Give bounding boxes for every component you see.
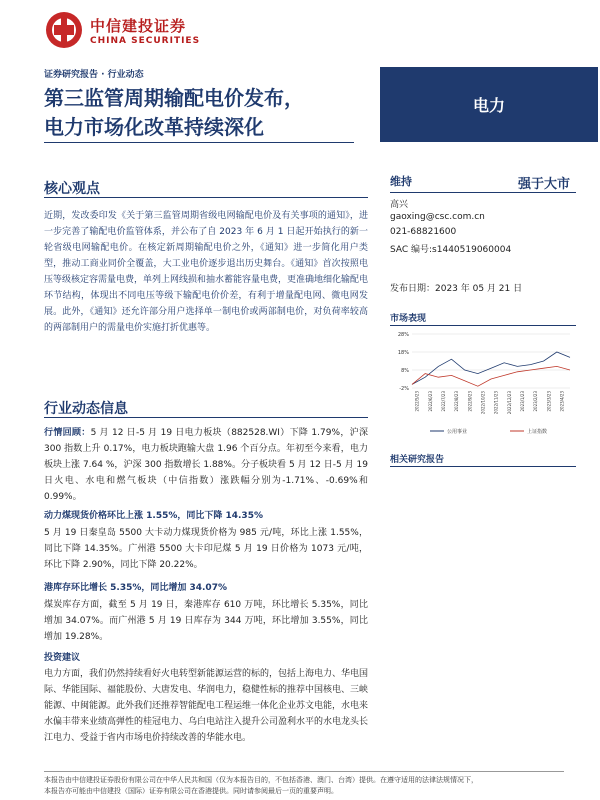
rating-row [390,173,570,192]
chart-x-tick-label: 2022/5/23 [414,391,420,412]
rating-divider [390,192,576,193]
chart-x-tick-label: 2022/10/23 [480,391,486,415]
company-logo [44,10,200,50]
chart-x-tick-label: 2023/2/23 [533,391,539,412]
disclaimer-footer [44,775,564,797]
china-securities-logo-icon [44,10,84,50]
chart-legend-label: 上证指数 [527,429,548,435]
market-review-text: 5 月 12 日-5 月 19 日电力板块（882528.WI）下降 1.79%，沪深 300 指数上升 0.17%，电力板块跑输大盘 1.96 个百分点。年初至今来看，电力板块上涨 7.64 %，沪深 300 指数增长 1.88%。分子板块看 5 月 12 日-5 月 19 日火电、水电和燃气板块（中信指数）涨跌幅分别为-1.71%、-0.69%和 0.99%。 [44,428,368,502]
chart-series-line [412,366,570,386]
investment-advice-paragraph: 电力方面，我们仍然持续看好火电转型新能源运营的标的，包括上海电力、华电国际、华能国际、福能股份、大唐发电、华润电力，稳健性标的推荐中国核电、三峡能源、中闽能源。此外我们还推荐智能配电工程运维一体化企业苏文电能，水电来水偏丰带来业绩高弹性的桂冠电力、乌白电站注入提升公司盈利水平的水电龙头长江电力、受益于省内市场电价持续改善的华能水电。 [44,669,369,743]
publish-date: 发布日期：2023 年 05 月 21 日 [390,284,523,294]
core-view-paragraph: 近期，发改委印发《关于第三监管周期省级电网输配电价及有关事项的通知》，进一步完善了输配电价监管体系，并公布了自 2023 年 6 月 1 日起开始执行的新一轮省级电网输配电价。在核定新周期输配电价之外，《通知》进一步简化用户类型，推动工商业同价全覆盖，大工业电价逐步退出历史舞台。《通知》首次按照电压等级核定容需量电费，单列上网线损和抽水蓄能容量电费，更准确地细化输配电环节结构，体现出不同电压等级下输配电价价差，有利于增量配电网、微电网发展。此外，《通知》还允许部分用户选择单一制电价或两部制电价，对负荷率较高的两部制用户的需量电价实施打折优惠等。 [44,211,369,333]
dynamics-heading: 行业动态信息 [44,401,128,417]
market-review-paragraph [44,425,368,505]
dynamics-divider [44,417,368,418]
core-view-divider [44,197,368,198]
report-type-label: 证券研究报告 · 行业动态 [44,70,144,80]
chart-x-tick-label: 2022/8/23 [454,391,460,412]
chart-x-tick-label: 2022/9/23 [467,391,473,412]
chart-y-tick-label: 18% [397,350,409,356]
chart-y-tick-label: 28% [397,332,409,338]
logo-text-en: CHINA SECURITIES [90,35,201,46]
coal-price-subheading: 动力煤现货价格环比上涨 1.55%，同比下降 14.35% [44,511,263,521]
chart-x-tick-label: 2022/6/23 [427,391,433,412]
chart-x-tick-label: 2022/12/23 [506,391,512,415]
market-review-label: 行情回顾： [44,428,91,438]
chart-x-tick-label: 2023/4/23 [559,391,565,412]
title-divider [44,142,354,143]
chart-x-tick-label: 2022/7/23 [440,391,446,412]
title-line-2: 电力市场化改革持续深化 [44,115,264,139]
rating-value: 强于大市 [517,177,570,192]
market-performance-title: 市场表现 [390,314,427,324]
coal-price-paragraph: 5 月 19 日秦皇岛 5500 大卡动力煤现货价格为 985 元/吨，环比上涨 1.55%，同比下降 14.35%。广州港 5500 大卡印尼煤 5 月 19 日价格为 1073 元/吨，环比下降 2.90%，同比下降 20.22%。 [44,528,368,570]
footer-divider [44,771,564,772]
market-performance-divider [390,325,576,326]
chart-y-tick-label: -2% [399,386,409,392]
analyst-phone: 021-68821600 [390,227,457,237]
port-inventory-subheading: 港库存环比增长 5.35%，同比增加 34.07% [44,583,227,593]
port-inventory-paragraph: 煤炭库存方面，截至 5 月 19 日，秦港库存 610 万吨，环比增长 5.35%，同比增加 34.07%。而广州港 5 月 19 日库存为 344 万吨，环比增加 3.55%，同比增加 19.28%。 [44,600,368,642]
analyst-name: 高兴 [390,200,409,210]
sector-badge: 电力 [380,67,598,142]
chart-x-tick-label: 2022/11/23 [493,391,499,415]
logo-text-cn: 中信建投证券 [90,16,187,35]
related-reports-divider [390,466,576,467]
chart-legend-label: 公用事业 [447,429,468,435]
footer-line-2: 本报告亦可能由中信建投（国际）证券有限公司在香港提供。同时请参阅最后一页的重要声明。 [44,787,338,795]
rating-action: 维持 [390,175,412,188]
market-performance-chart [390,330,576,440]
title-line-1: 第三监管周期输配电价发布， [44,86,304,110]
core-view-heading: 核心观点 [44,181,100,197]
related-reports-title: 相关研究报告 [390,455,445,465]
report-title [44,84,364,142]
chart-x-tick-label: 2023/3/23 [546,391,552,412]
analyst-sac: SAC 编号:s1440519060004 [390,245,512,255]
investment-advice-subheading: 投资建议 [44,653,81,663]
chart-y-tick-label: 8% [401,368,409,374]
analyst-email: gaoxing@csc.com.cn [390,212,485,222]
footer-line-1: 本报告由中信建投证券股份有限公司在中华人民共和国（仅为本报告目的，不包括香港、澳门、台湾）提供。在遵守适用的法律法规情况下， [44,776,478,784]
chart-x-tick-label: 2023/1/23 [519,391,525,412]
